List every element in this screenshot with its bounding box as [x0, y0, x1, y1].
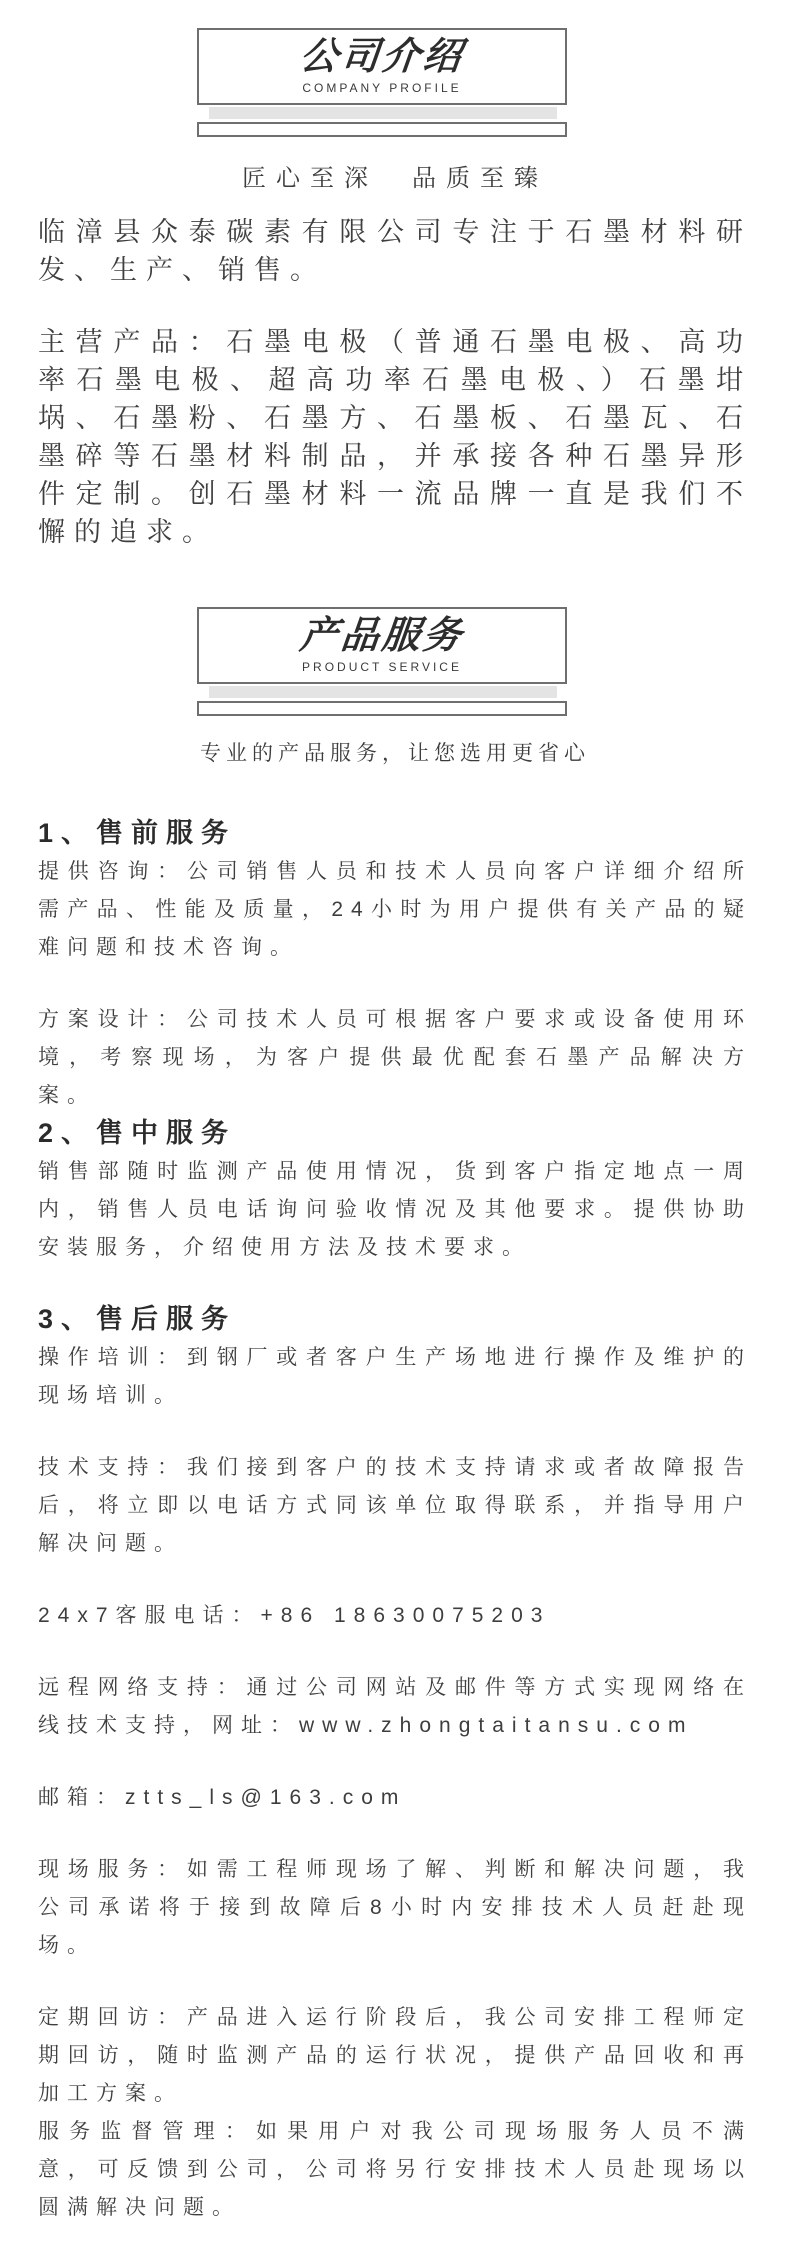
company-banner-shadow-bar — [209, 107, 557, 119]
service-banner-subtitle: PRODUCT SERVICE — [302, 660, 462, 674]
followup-visit-paragraph: 定期回访：产品进入运行阶段后，我公司安排工程师定期回访，随时监测产品的运行状况，提供产品回收和再加工方案。 — [38, 2006, 752, 2105]
company-banner-title: 公司介绍 — [297, 36, 467, 78]
presale-consulting-paragraph: 提供咨询：公司销售人员和技术人员向客户详细介绍所需产品、性能及质量，24小时为用户提供有关产品的疑难问题和技术咨询。 — [38, 860, 752, 959]
onsite-service-paragraph: 现场服务：如需工程师现场了解、判断和解决问题，我公司承诺将于接到故障后8小时内安排技术人员赶赴现场。 — [38, 1858, 752, 1957]
service-content — [0, 815, 790, 2227]
email-paragraph: 邮箱：ztts_ls@163.com — [38, 1786, 407, 1809]
company-content — [0, 213, 790, 551]
midsale-paragraph: 销售部随时监测产品使用情况，货到客户指定地点一周内，销售人员电话询问验收情况及其他要求。提供协助安装服务，介绍使用方法及技术要求。 — [38, 1160, 752, 1259]
company-banner-subtitle: COMPANY PROFILE — [302, 81, 462, 95]
presale-design-paragraph: 方案设计：公司技术人员可根据客户要求或设备使用环境，考察现场，为客户提供最优配套石墨产品解决方案。 — [38, 1008, 752, 1107]
remote-support-paragraph: 远程网络支持：通过公司网站及邮件等方式实现网络在线技术支持，网址：www.zhongtaitansu.com — [38, 1676, 752, 1737]
aftersale-service-heading: 3、售后服务 — [38, 1304, 237, 1334]
company-banner-base-bar — [197, 122, 567, 137]
service-banner-box — [197, 607, 567, 684]
company-intro-paragraph: 临漳县众泰碳素有限公司专注于石墨材料研发、生产、销售。 — [38, 217, 752, 285]
service-section — [0, 607, 790, 2227]
company-section — [0, 28, 790, 551]
service-hotline-paragraph: 24x7客服电话：+86 18630075203 — [38, 1604, 551, 1627]
service-banner-title: 产品服务 — [297, 615, 467, 657]
presale-service-heading: 1、售前服务 — [38, 818, 237, 848]
service-banner-shadow-bar — [209, 686, 557, 698]
service-tagline: 专业的产品服务，让您选用更省心 — [200, 742, 590, 765]
company-banner — [197, 28, 567, 137]
company-products-paragraph: 主营产品：石墨电极（普通石墨电极、高功率石墨电极、超高功率石墨电极、）石墨坩埚、石墨粉、石墨方、石墨板、石墨瓦、石墨碎等石墨材料制品，并承接各种石墨异形件定制。创石墨材料一流品牌一直是我们不懈的追求。 — [38, 327, 752, 547]
service-banner-base-bar — [197, 701, 567, 716]
midsale-service-heading: 2、售中服务 — [38, 1118, 237, 1148]
company-tagline: 匠心至深 品质至臻 — [242, 165, 548, 192]
aftersale-training-paragraph: 操作培训：到钢厂或者客户生产场地进行操作及维护的现场培训。 — [38, 1346, 752, 1407]
service-banner — [197, 607, 567, 716]
service-supervision-paragraph: 服务监督管理：如果用户对我公司现场服务人员不满意，可反馈到公司，公司将另行安排技术人员赴现场以圆满解决问题。 — [38, 2120, 752, 2219]
company-banner-box — [197, 28, 567, 105]
aftersale-tech-support-paragraph: 技术支持：我们接到客户的技术支持请求或者故障报告后，将立即以电话方式同该单位取得联系，并指导用户解决问题。 — [38, 1456, 752, 1555]
